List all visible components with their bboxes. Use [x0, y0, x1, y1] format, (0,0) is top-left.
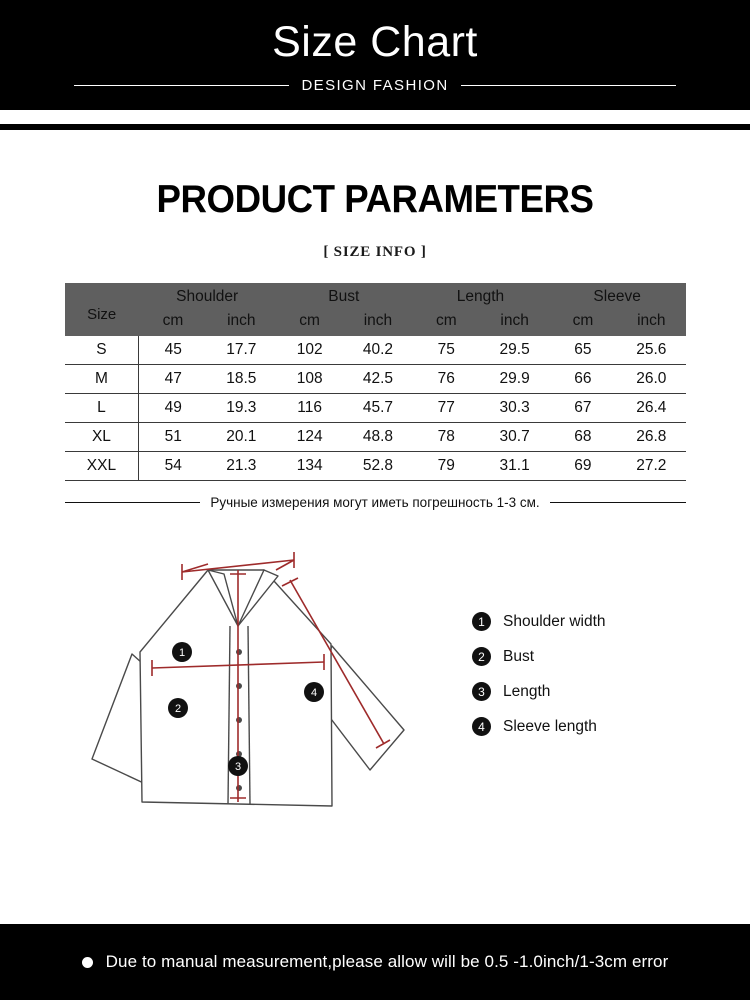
cell-length-inch: 31.1: [480, 452, 548, 481]
cell-bust-inch: 48.8: [344, 423, 412, 452]
shirt-illustration: [32, 534, 718, 834]
table-row: [65, 336, 686, 365]
cell-sleeve-inch: 26.4: [617, 394, 685, 423]
cell-shoulder-inch: 18.5: [207, 365, 275, 394]
cell-size: L: [65, 394, 139, 423]
note-rule-left: [65, 502, 201, 503]
diagram-legend: [472, 612, 606, 752]
cell-length-cm: 75: [412, 336, 480, 365]
table-header-shoulder: Shoulder: [139, 283, 276, 310]
cell-length-inch: 29.9: [480, 365, 548, 394]
cell-length-cm: 78: [412, 423, 480, 452]
cell-sleeve-cm: 66: [549, 365, 617, 394]
note-rule-right: [550, 502, 686, 503]
cell-shoulder-cm: 45: [139, 336, 207, 365]
unit-sleeve-cm: cm: [549, 310, 617, 336]
measurement-diagram: [32, 534, 718, 834]
cell-shoulder-cm: 54: [139, 452, 207, 481]
cell-bust-inch: 42.5: [344, 365, 412, 394]
cell-shoulder-cm: 49: [139, 394, 207, 423]
table-header-length: Length: [412, 283, 549, 310]
cell-size: XL: [65, 423, 139, 452]
cell-length-inch: 30.3: [480, 394, 548, 423]
cell-shoulder-inch: 21.3: [207, 452, 275, 481]
cell-sleeve-inch: 26.0: [617, 365, 685, 394]
header-rule-right: [461, 85, 676, 86]
table-row: [65, 452, 686, 481]
main-content: [0, 178, 750, 834]
unit-bust-cm: cm: [275, 310, 343, 336]
size-table: [65, 283, 686, 481]
unit-bust-inch: inch: [344, 310, 412, 336]
table-unit-header-row: [65, 310, 686, 336]
legend-item-sleeve-length: [472, 717, 606, 736]
table-header-size: Size: [65, 283, 139, 336]
legend-number-3: 3: [472, 682, 491, 701]
table-header-sleeve: Sleeve: [549, 283, 686, 310]
table-header-bust: Bust: [275, 283, 412, 310]
size-info-label: [ SIZE INFO ]: [323, 244, 427, 261]
unit-shoulder-inch: inch: [207, 310, 275, 336]
unit-length-inch: inch: [480, 310, 548, 336]
cell-sleeve-inch: 26.8: [617, 423, 685, 452]
size-table-body: [65, 336, 686, 481]
cell-length-cm: 76: [412, 365, 480, 394]
legend-item-length: [472, 682, 606, 701]
cell-bust-cm: 124: [275, 423, 343, 452]
table-row: [65, 423, 686, 452]
cell-sleeve-inch: 25.6: [617, 336, 685, 365]
cell-size: M: [65, 365, 139, 394]
page-footer: [0, 924, 750, 1000]
legend-number-4: 4: [472, 717, 491, 736]
legend-label-1: Shoulder width: [503, 612, 606, 630]
header-subtitle: DESIGN FASHION: [301, 77, 449, 95]
cell-shoulder-inch: 20.1: [207, 423, 275, 452]
table-row: [65, 394, 686, 423]
cell-shoulder-cm: 47: [139, 365, 207, 394]
svg-text:1: 1: [178, 647, 186, 660]
legend-label-3: Length: [503, 682, 551, 700]
measurement-note: [65, 495, 686, 510]
legend-item-bust: [472, 647, 606, 666]
table-group-header-row: [65, 283, 686, 310]
cell-bust-inch: 52.8: [344, 452, 412, 481]
svg-text:4: 4: [310, 687, 318, 700]
cell-shoulder-inch: 19.3: [207, 394, 275, 423]
cell-sleeve-cm: 69: [549, 452, 617, 481]
cell-length-cm: 77: [412, 394, 480, 423]
unit-shoulder-cm: cm: [139, 310, 207, 336]
cell-sleeve-cm: 67: [549, 394, 617, 423]
cell-bust-cm: 116: [275, 394, 343, 423]
cell-length-cm: 79: [412, 452, 480, 481]
legend-item-shoulder-width: [472, 612, 606, 631]
cell-bust-cm: 134: [275, 452, 343, 481]
cell-shoulder-inch: 17.7: [207, 336, 275, 365]
page-title: Size Chart: [272, 18, 478, 66]
cell-bust-cm: 108: [275, 365, 343, 394]
cell-bust-inch: 45.7: [344, 394, 412, 423]
svg-text:2: 2: [174, 703, 182, 716]
cell-bust-cm: 102: [275, 336, 343, 365]
legend-number-1: 1: [472, 612, 491, 631]
note-text: Ручные измерения могут иметь погрешность 1-3 см.: [210, 495, 540, 511]
size-table-head: [65, 283, 686, 336]
unit-sleeve-inch: inch: [617, 310, 685, 336]
footer-text: Due to manual measurement,please allow will be 0.5 -1.0inch/1-3cm error: [105, 952, 669, 971]
cell-size: XXL: [65, 452, 139, 481]
header-rule-left: [74, 85, 289, 86]
unit-length-cm: cm: [412, 310, 480, 336]
svg-text:3: 3: [234, 761, 242, 774]
header-white-gap: [0, 110, 750, 124]
legend-number-2: 2: [472, 647, 491, 666]
cell-sleeve-cm: 68: [549, 423, 617, 452]
bullet-icon: [82, 957, 93, 968]
header-subtitle-row: [0, 73, 750, 100]
cell-shoulder-cm: 51: [139, 423, 207, 452]
cell-length-inch: 30.7: [480, 423, 548, 452]
legend-label-2: Bust: [503, 647, 535, 665]
cell-bust-inch: 40.2: [344, 336, 412, 365]
section-title: PRODUCT PARAMETERS: [156, 178, 594, 222]
cell-length-inch: 29.5: [480, 336, 548, 365]
cell-size: S: [65, 336, 139, 365]
legend-label-4: Sleeve length: [503, 717, 597, 735]
page-header: [0, 0, 750, 110]
table-row: [65, 365, 686, 394]
cell-sleeve-inch: 27.2: [617, 452, 685, 481]
header-bottom-bar: [0, 124, 750, 130]
cell-sleeve-cm: 65: [549, 336, 617, 365]
